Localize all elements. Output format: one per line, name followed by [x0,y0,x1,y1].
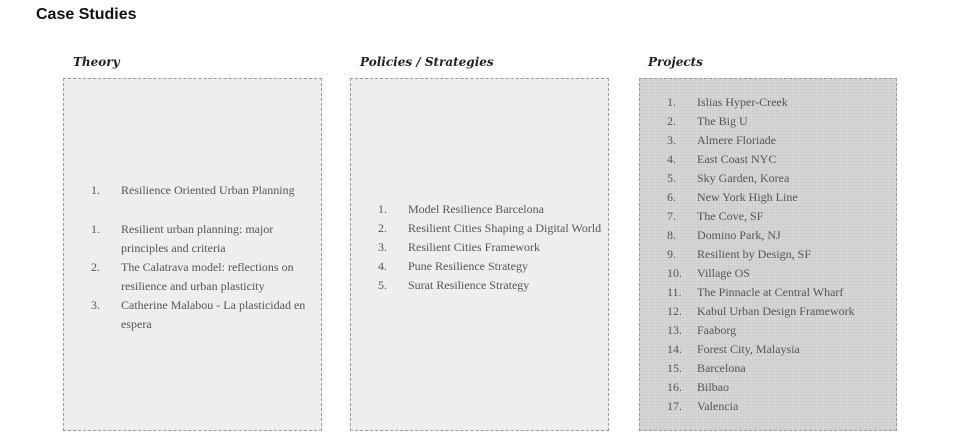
list-item[interactable] [378,200,603,219]
list-item[interactable] [378,219,603,238]
list-item-number: 15. [667,361,682,375]
list-item-number: 9. [667,247,676,261]
list-item-number: 6. [667,190,676,204]
list-item-number: 1. [91,183,100,197]
list-item[interactable] [667,150,892,169]
policies-list [378,200,603,295]
list-item[interactable] [667,112,892,131]
theory-heading: Theory [73,55,120,69]
list-item-number: 1. [667,95,676,109]
list-item-number: 1. [91,222,100,236]
policies-panel [350,78,609,431]
list-item-label[interactable]: The Big U [697,114,748,128]
list-item[interactable] [378,257,603,276]
list-item-label[interactable]: The Cove, SF [697,209,764,223]
list-item-label[interactable]: Resilient by Design, SF [697,247,812,261]
list-item-label[interactable]: Barcelona [697,361,746,375]
list-item-label[interactable]: Resilient urban planning: major principles and criteria [121,222,274,255]
list-item-number: 5. [667,171,676,185]
list-item[interactable] [667,283,892,302]
list-item-number: 1. [378,202,387,216]
list-item-number: 13. [667,323,682,337]
list-item[interactable] [378,238,603,257]
list-item-number: 16. [667,380,682,394]
list-item[interactable] [91,181,316,200]
list-item-number: 4. [378,259,387,273]
page-title: Case Studies [36,6,137,23]
list-item[interactable] [667,131,892,150]
list-item-number: 17. [667,399,682,413]
list-item-label[interactable]: East Coast NYC [697,152,777,166]
list-item[interactable] [667,226,892,245]
list-item[interactable] [667,321,892,340]
list-item[interactable] [667,188,892,207]
list-item-number: 5. [378,278,387,292]
list-item[interactable] [667,264,892,283]
list-item-label[interactable]: Bilbao [697,380,729,394]
list-item-label[interactable]: The Pinnacle at Central Wharf [697,285,844,299]
list-item[interactable] [667,397,892,416]
list-item-label[interactable]: Kabul Urban Design Framework [697,304,855,318]
list-item-number: 7. [667,209,676,223]
list-item[interactable] [667,169,892,188]
list-item[interactable] [667,378,892,397]
list-item-label[interactable]: Faaborg [697,323,737,337]
list-item[interactable] [667,245,892,264]
list-item-number: 2. [667,114,676,128]
projects-heading: Projects [648,55,703,69]
list-item-number: 12. [667,304,682,318]
list-item[interactable] [667,302,892,321]
list-item-label[interactable]: Almere Floriade [697,133,776,147]
policies-heading: Policies / Strategies [360,55,494,69]
list-item[interactable] [378,276,603,295]
list-item-label[interactable]: Resilience Oriented Urban Planning [121,183,295,197]
list-item-label[interactable]: Domino Park, NJ [697,228,781,242]
list-item-number: 2. [91,260,100,274]
list-item-label[interactable]: Model Resilience Barcelona [408,202,544,216]
list-item[interactable] [91,296,316,334]
list-item-number: 8. [667,228,676,242]
list-item-number: 3. [91,298,100,312]
list-item-number: 10. [667,266,682,280]
list-item[interactable] [91,220,316,258]
projects-panel [639,78,897,431]
list-item-label[interactable]: New York High Line [697,190,798,204]
list-item-label[interactable]: Forest City, Malaysia [697,342,800,356]
theory-list-secondary [91,220,316,334]
list-item-label[interactable]: Valencia [697,399,739,413]
list-item[interactable] [667,93,892,112]
theory-list-primary [91,181,316,200]
list-item-label[interactable]: Sky Garden, Korea [697,171,790,185]
list-item[interactable] [667,359,892,378]
list-item-label[interactable]: Catherine Malabou - La plasticidad en espera [121,298,306,331]
list-item-number: 2. [378,221,387,235]
list-item-label[interactable]: Pune Resilience Strategy [408,259,528,273]
theory-panel [63,78,322,431]
list-item-label[interactable]: The Calatrava model: reflections on resilience and urban plasticity [121,260,294,293]
list-item-label[interactable]: Surat Resilience Strategy [408,278,530,292]
list-item-label[interactable]: Village OS [697,266,750,280]
list-item-label[interactable]: Resilient Cities Shaping a Digital World [408,221,602,235]
list-item[interactable] [91,258,316,296]
list-item[interactable] [667,207,892,226]
list-item-label[interactable]: Islias Hyper-Creek [697,95,788,109]
list-item-number: 3. [378,240,387,254]
list-item-number: 14. [667,342,682,356]
list-item-number: 11. [667,285,682,299]
list-item-number: 4. [667,152,676,166]
projects-list [667,93,892,416]
list-item-number: 3. [667,133,676,147]
list-item-label[interactable]: Resilient Cities Framework [408,240,540,254]
list-item[interactable] [667,340,892,359]
